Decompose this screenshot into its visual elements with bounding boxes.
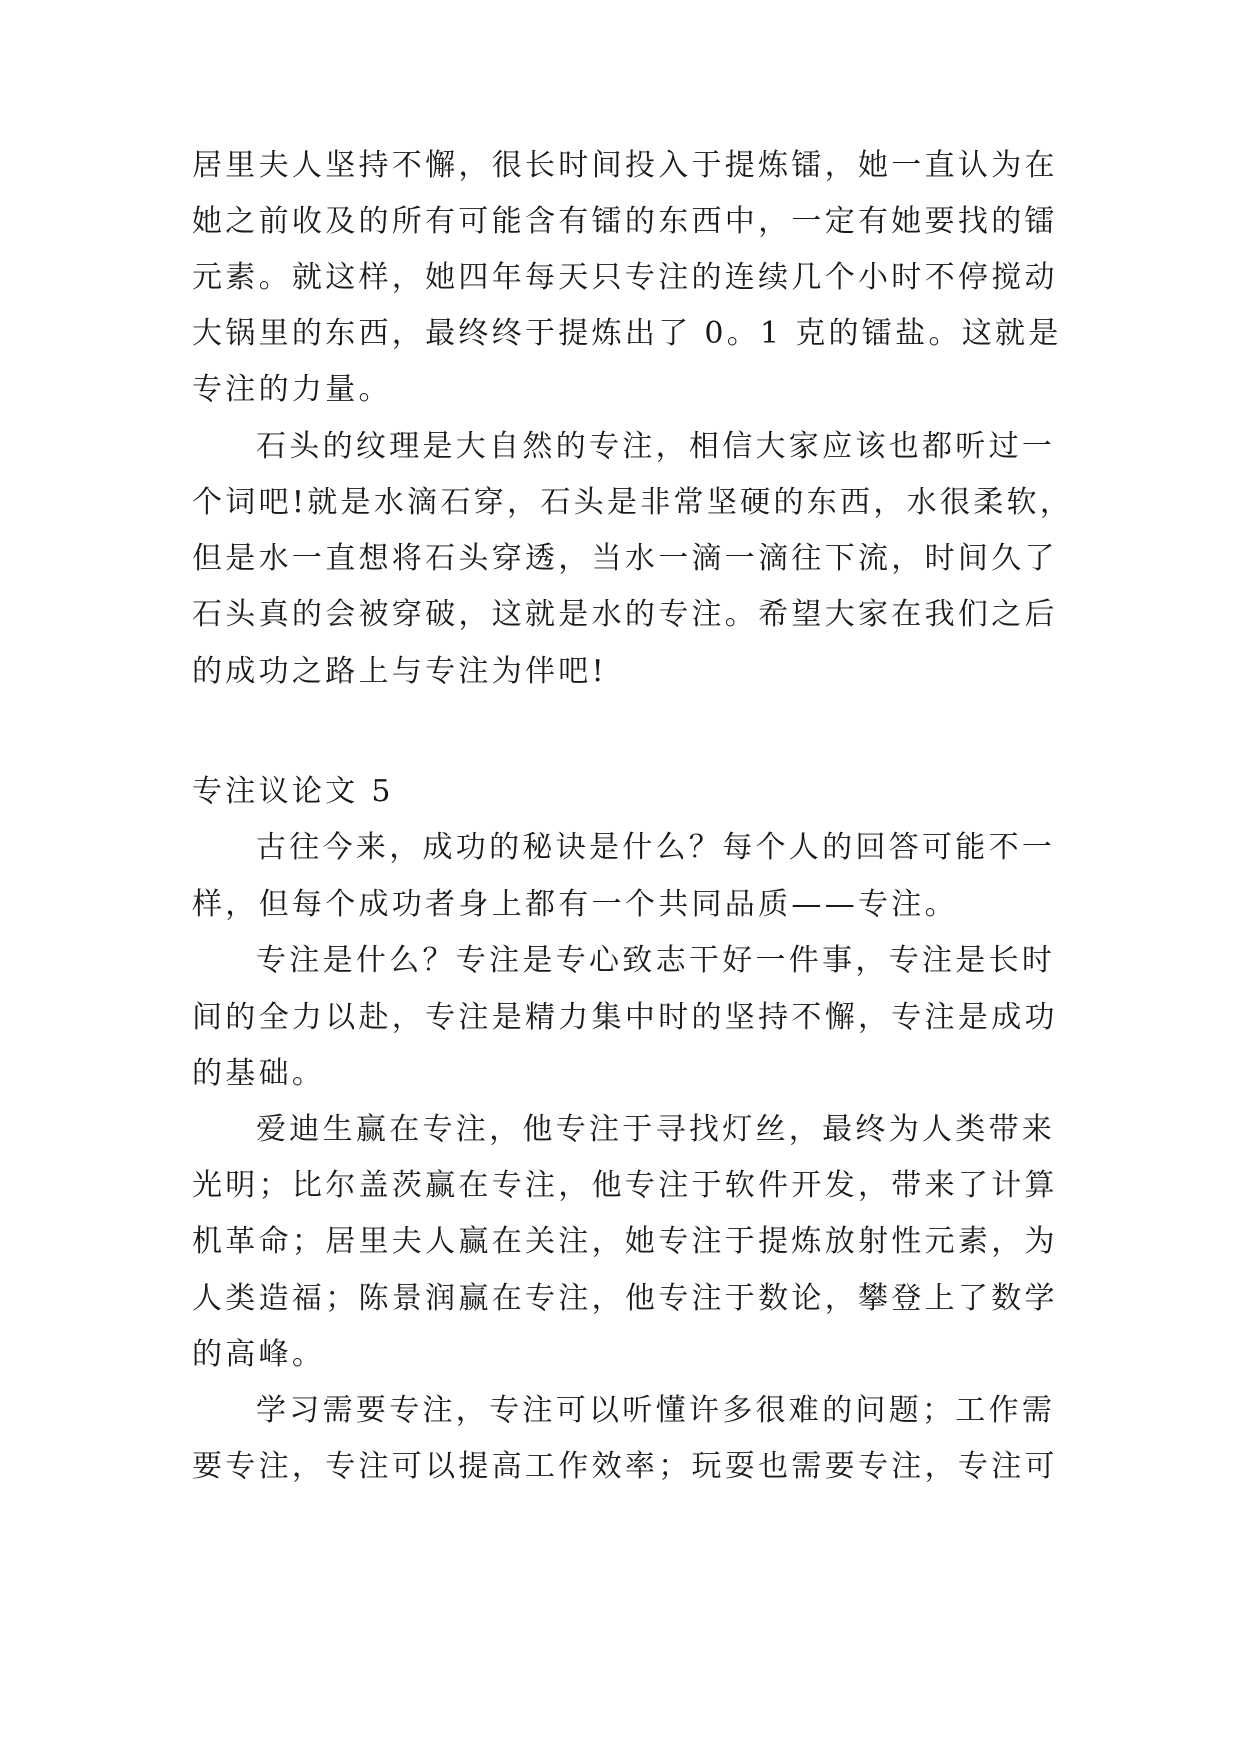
text-line: 要专注，专注可以提高工作效率；玩耍也需要专注，专注可 <box>192 1449 1058 1484</box>
paragraph-first-line: 古往今来，成功的秘诀是什么？每个人的回答可能不一 <box>256 830 1056 865</box>
text-line: 居里夫人坚持不懈，很长时间投入于提炼镭，她一直认为在 <box>192 148 1058 183</box>
text-line: 她之前收及的所有可能含有镭的东西中，一定有她要找的镭 <box>192 204 1058 239</box>
text-line: 样，但每个成功者身上都有一个共同品质——专注。 <box>192 887 958 922</box>
paragraph-first-line: 专注是什么？专注是专心致志干好一件事，专注是长时 <box>256 943 1056 978</box>
text-line: 的基础。 <box>192 1056 326 1091</box>
text-line: 光明；比尔盖茨赢在专注，他专注于软件开发，带来了计算 <box>192 1168 1058 1203</box>
text-line: 石头真的会被穿破，这就是水的专注。希望大家在我们之后 <box>192 597 1058 632</box>
text-line: 大锅里的东西，最终终于提炼出了 0。1 克的镭盐。这就是 <box>192 316 1062 351</box>
text-line: 专注的力量。 <box>192 372 392 407</box>
paragraph-first-line: 学习需要专注，专注可以听懂许多很难的问题；工作需 <box>256 1393 1056 1428</box>
text-line: 人类造福；陈景润赢在专注，他专注于数论，攀登上了数学 <box>192 1281 1058 1316</box>
text-line: 的高峰。 <box>192 1337 326 1372</box>
text-line: 元素。就这样，她四年每天只专注的连续几个小时不停搅动 <box>192 260 1058 295</box>
text-line: 的成功之路上与专注为伴吧! <box>192 654 607 689</box>
text-line: 间的全力以赴，专注是精力集中时的坚持不懈，专注是成功 <box>192 1000 1058 1035</box>
paragraph-first-line: 石头的纹理是大自然的专注，相信大家应该也都听过一 <box>256 429 1056 464</box>
section-heading: 专注议论文 5 <box>192 774 394 809</box>
text-line: 机革命；居里夫人赢在关注，她专注于提炼放射性元素，为 <box>192 1224 1058 1259</box>
text-line: 个词吧!就是水滴石穿，石头是非常坚硬的东西，水很柔软， <box>192 485 1074 520</box>
text-line: 但是水一直想将石头穿透，当水一滴一滴往下流，时间久了 <box>192 541 1058 576</box>
paragraph-first-line: 爱迪生赢在专注，他专注于寻找灯丝，最终为人类带来 <box>256 1112 1056 1147</box>
